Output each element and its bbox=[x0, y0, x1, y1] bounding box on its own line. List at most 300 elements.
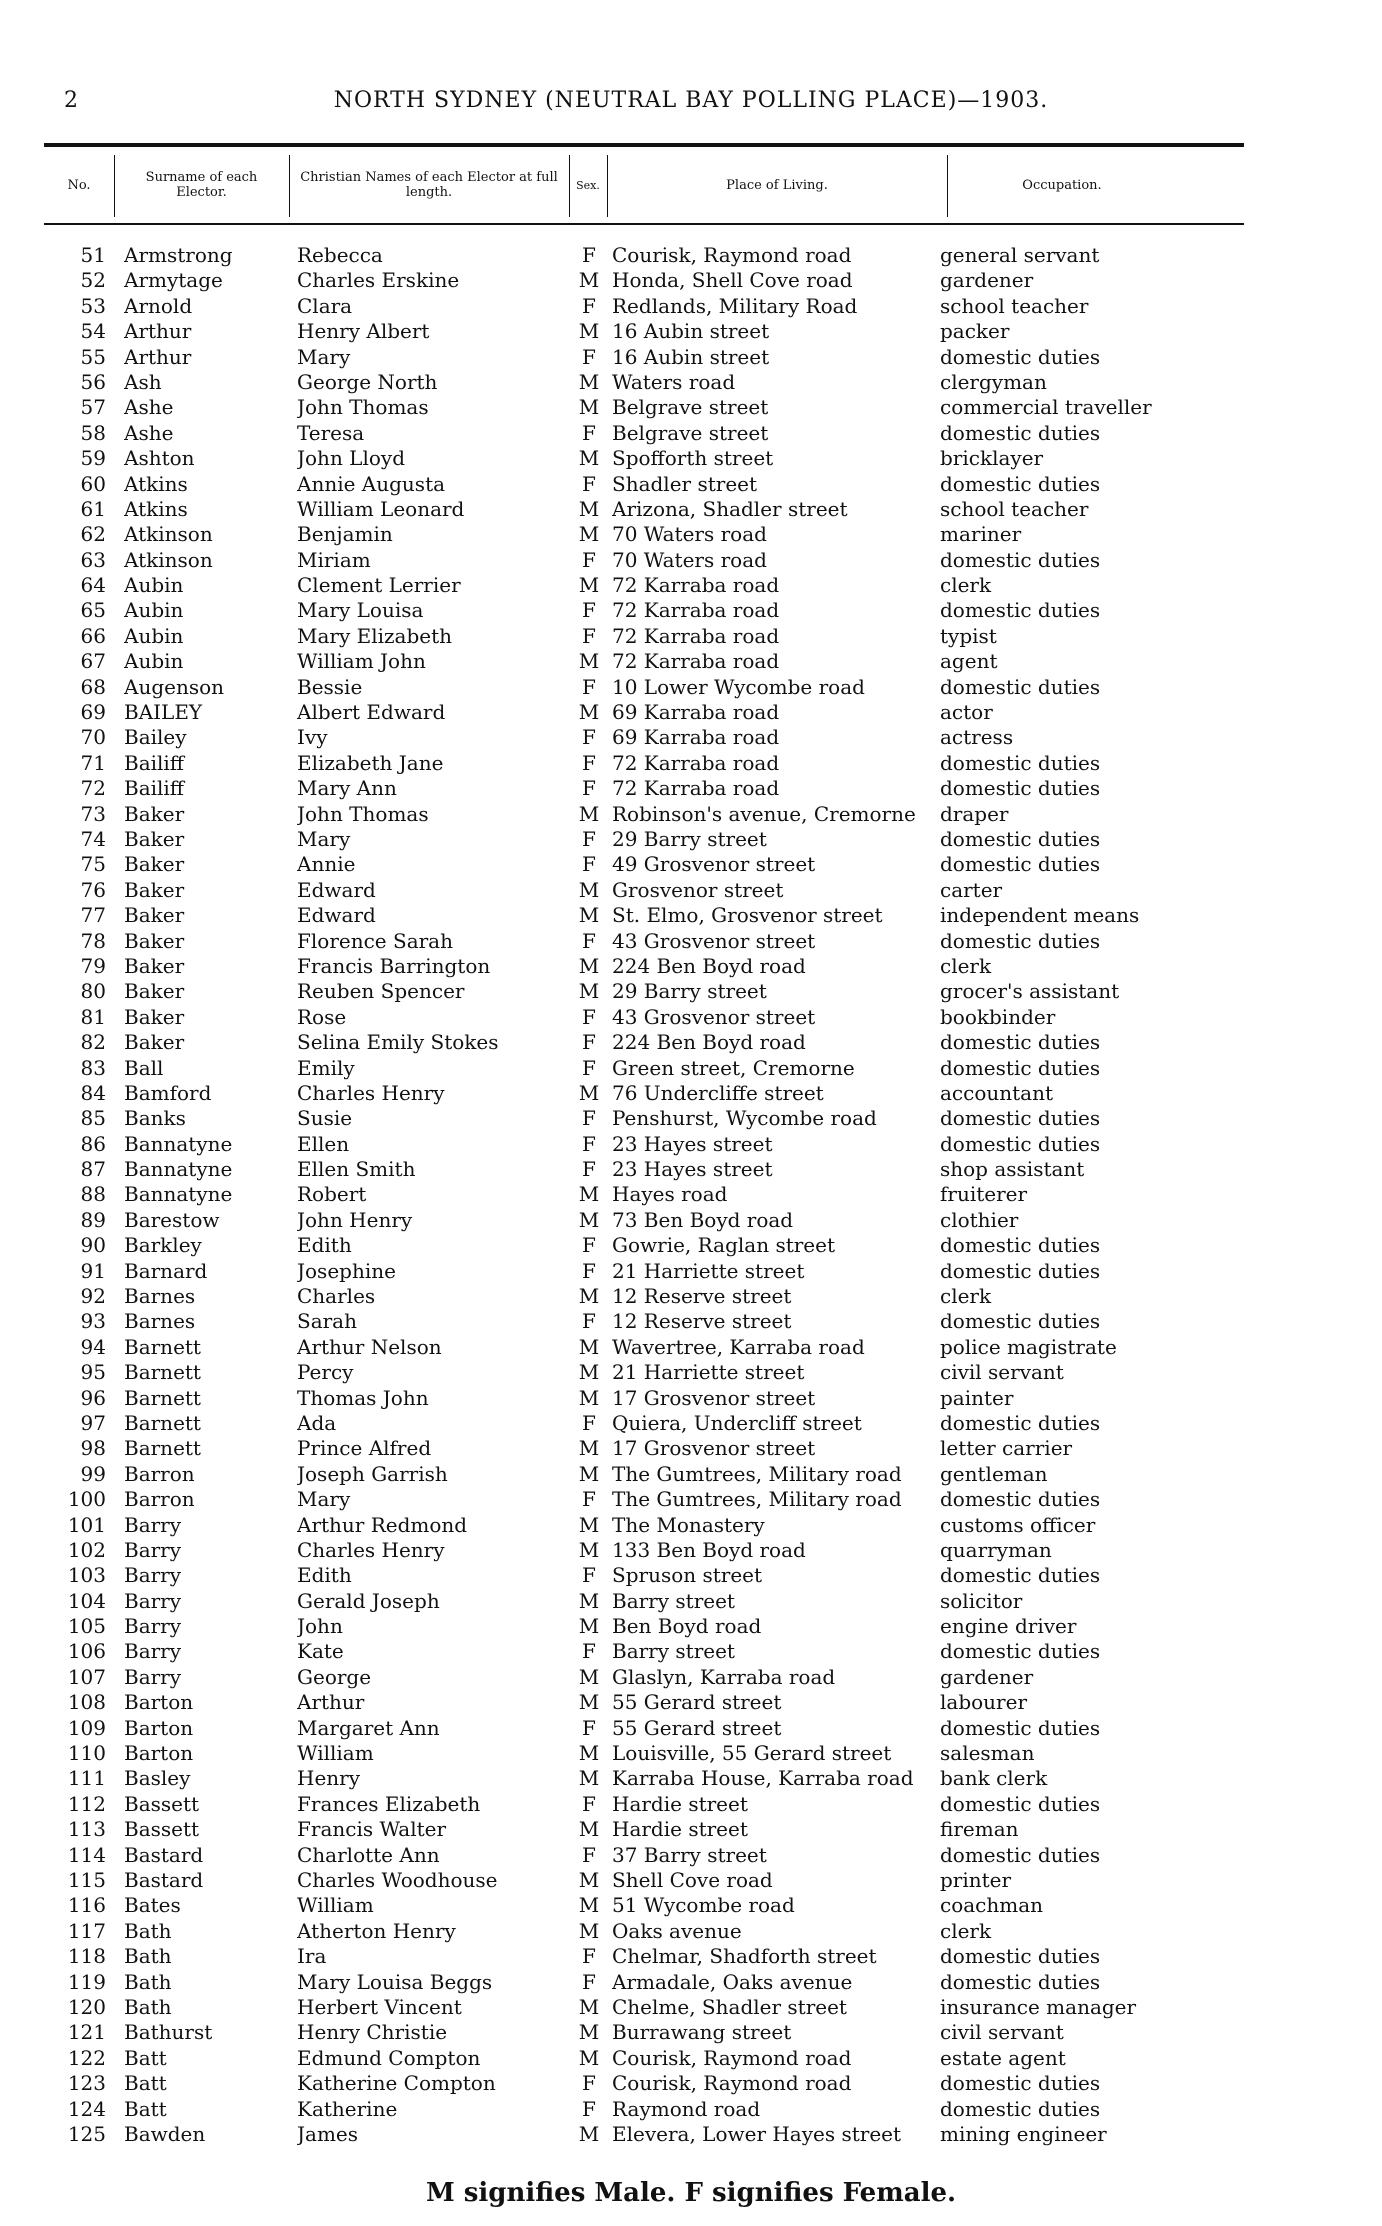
elector-sex: M bbox=[578, 1766, 600, 1791]
elector-number: 84 bbox=[80, 1080, 106, 1105]
elector-occupation: coachman bbox=[940, 1893, 1044, 1918]
elector-sex: F bbox=[582, 1791, 596, 1816]
table-row bbox=[0, 1487, 1382, 1512]
elector-place-of-living: Louisville, 55 Gerard street bbox=[612, 1741, 892, 1766]
elector-number: 96 bbox=[80, 1385, 106, 1410]
elector-place-of-living: Courisk, Raymond road bbox=[612, 243, 852, 267]
table-row bbox=[0, 472, 1382, 497]
elector-number: 92 bbox=[80, 1284, 106, 1309]
elector-place-of-living: 55 Gerard street bbox=[612, 1690, 782, 1715]
elector-occupation: domestic duties bbox=[940, 1715, 1101, 1740]
elector-place-of-living: 23 Hayes street bbox=[612, 1157, 773, 1182]
table-row bbox=[0, 979, 1382, 1004]
elector-occupation: clothier bbox=[940, 1207, 1019, 1232]
elector-surname: Augenson bbox=[124, 674, 225, 699]
elector-place-of-living: 72 Karraba road bbox=[612, 750, 780, 775]
table-row bbox=[0, 1284, 1382, 1309]
column-header-occupation: Occupation. bbox=[1022, 177, 1102, 193]
table-row bbox=[0, 1132, 1382, 1157]
elector-number: 82 bbox=[80, 1030, 106, 1055]
elector-place-of-living: 76 Undercliffe street bbox=[612, 1080, 824, 1105]
elector-surname: Atkinson bbox=[124, 547, 213, 572]
elector-number: 80 bbox=[80, 979, 106, 1004]
elector-number: 113 bbox=[67, 1817, 106, 1842]
elector-occupation: domestic duties bbox=[940, 1639, 1101, 1664]
elector-sex: F bbox=[582, 1258, 596, 1283]
table-row bbox=[0, 1259, 1382, 1284]
table-row bbox=[0, 1411, 1382, 1436]
elector-surname: Ashton bbox=[124, 446, 195, 471]
elector-number: 85 bbox=[80, 1106, 106, 1131]
elector-sex: F bbox=[582, 1715, 596, 1740]
elector-christian-names: Katherine Compton bbox=[297, 2071, 496, 2096]
table-row bbox=[0, 446, 1382, 471]
elector-occupation: domestic duties bbox=[940, 1563, 1101, 1588]
column-header-place: Place of Living. bbox=[726, 177, 828, 193]
elector-christian-names: Annie bbox=[297, 852, 356, 877]
elector-number: 93 bbox=[80, 1309, 106, 1334]
elector-surname: Barton bbox=[124, 1715, 194, 1740]
elector-surname: Bassett bbox=[124, 1791, 200, 1816]
elector-place-of-living: Courisk, Raymond road bbox=[612, 2071, 852, 2096]
elector-christian-names: Charles Erskine bbox=[297, 268, 460, 293]
elector-christian-names: Mary Elizabeth bbox=[297, 623, 453, 648]
elector-sex: F bbox=[582, 344, 596, 369]
elector-number: 68 bbox=[80, 674, 106, 699]
elector-christian-names: Frances Elizabeth bbox=[297, 1791, 481, 1816]
elector-number: 106 bbox=[67, 1639, 106, 1664]
table-row bbox=[0, 1893, 1382, 1918]
elector-surname: Barnett bbox=[124, 1436, 201, 1461]
elector-number: 63 bbox=[80, 547, 106, 572]
table-row bbox=[0, 1944, 1382, 1969]
elector-place-of-living: Oaks avenue bbox=[612, 1918, 742, 1943]
elector-sex: F bbox=[582, 2096, 596, 2121]
elector-occupation: domestic duties bbox=[940, 1791, 1101, 1816]
elector-christian-names: John Henry bbox=[297, 1207, 413, 1232]
elector-occupation: domestic duties bbox=[940, 852, 1101, 877]
elector-christian-names: James bbox=[297, 2121, 359, 2146]
elector-number: 107 bbox=[67, 1664, 106, 1689]
elector-occupation: grocer's assistant bbox=[940, 979, 1120, 1004]
elector-place-of-living: 51 Wycombe road bbox=[612, 1893, 795, 1918]
elector-sex: M bbox=[578, 1741, 600, 1766]
table-row bbox=[0, 2122, 1382, 2147]
elector-surname: Bath bbox=[124, 1994, 172, 2019]
elector-place-of-living: 29 Barry street bbox=[612, 826, 767, 851]
table-row bbox=[0, 929, 1382, 954]
elector-surname: Bastard bbox=[124, 1868, 204, 1892]
elector-occupation: domestic duties bbox=[940, 928, 1101, 953]
table-row bbox=[0, 268, 1382, 293]
elector-surname: Banks bbox=[124, 1106, 186, 1131]
elector-surname: Bailiff bbox=[124, 776, 185, 801]
elector-number: 89 bbox=[80, 1207, 106, 1232]
elector-place-of-living: 49 Grosvenor street bbox=[612, 852, 816, 877]
elector-occupation: gentleman bbox=[940, 1461, 1048, 1486]
elector-christian-names: Robert bbox=[297, 1182, 367, 1207]
elector-surname: Barnett bbox=[124, 1334, 201, 1359]
elector-christian-names: Mary Ann bbox=[297, 776, 397, 801]
elector-number: 91 bbox=[80, 1258, 106, 1283]
elector-christian-names: Ada bbox=[297, 1410, 337, 1435]
elector-number: 73 bbox=[80, 801, 106, 826]
elector-sex: F bbox=[582, 1004, 596, 1029]
elector-sex: M bbox=[578, 1284, 600, 1309]
elector-occupation: bank clerk bbox=[940, 1766, 1048, 1791]
elector-number: 121 bbox=[67, 2020, 106, 2045]
elector-number: 103 bbox=[67, 1563, 106, 1588]
elector-christian-names: Clement Lerrier bbox=[297, 573, 461, 598]
elector-number: 110 bbox=[67, 1741, 106, 1766]
table-row bbox=[0, 675, 1382, 700]
elector-occupation: school teacher bbox=[940, 496, 1089, 521]
elector-number: 78 bbox=[80, 928, 106, 953]
elector-surname: Baker bbox=[124, 953, 185, 978]
elector-christian-names: Ira bbox=[297, 1944, 327, 1969]
elector-place-of-living: 55 Gerard street bbox=[612, 1715, 782, 1740]
elector-place-of-living: Chelmar, Shadforth street bbox=[612, 1944, 877, 1969]
elector-occupation: clerk bbox=[940, 1284, 992, 1309]
elector-surname: Atkins bbox=[124, 471, 188, 496]
elector-occupation: domestic duties bbox=[940, 1969, 1101, 1994]
elector-sex: F bbox=[582, 1131, 596, 1156]
elector-place-of-living: Ben Boyd road bbox=[612, 1614, 762, 1639]
elector-place-of-living: Elevera, Lower Hayes street bbox=[612, 2121, 902, 2146]
elector-place-of-living: 37 Barry street bbox=[612, 1842, 767, 1867]
elector-sex: F bbox=[582, 750, 596, 775]
elector-place-of-living: Belgrave street bbox=[612, 420, 769, 445]
table-row bbox=[0, 2020, 1382, 2045]
elector-occupation: domestic duties bbox=[940, 1258, 1101, 1283]
elector-sex: M bbox=[578, 573, 600, 598]
elector-place-of-living: Hardie street bbox=[612, 1791, 748, 1816]
elector-occupation: insurance manager bbox=[940, 1994, 1137, 2019]
elector-occupation: bookbinder bbox=[940, 1004, 1056, 1029]
elector-sex: M bbox=[578, 2020, 600, 2045]
elector-sex: M bbox=[578, 801, 600, 826]
elector-sex: F bbox=[582, 725, 596, 750]
elector-occupation: draper bbox=[940, 801, 1009, 826]
elector-surname: Barry bbox=[124, 1537, 182, 1562]
table-row bbox=[0, 1513, 1382, 1538]
elector-number: 58 bbox=[80, 420, 106, 445]
elector-occupation: labourer bbox=[940, 1690, 1028, 1715]
elector-sex: M bbox=[578, 1182, 600, 1207]
elector-occupation: domestic duties bbox=[940, 2071, 1101, 2096]
elector-sex: F bbox=[582, 1233, 596, 1258]
table-row bbox=[0, 878, 1382, 903]
elector-occupation: civil servant bbox=[940, 1360, 1064, 1385]
elector-christian-names: Rose bbox=[297, 1004, 347, 1029]
elector-sex: M bbox=[578, 2045, 600, 2070]
elector-place-of-living: Courisk, Raymond road bbox=[612, 2045, 852, 2070]
table-row bbox=[0, 1081, 1382, 1106]
table-row bbox=[0, 1868, 1382, 1893]
elector-occupation: clerk bbox=[940, 953, 992, 978]
elector-christian-names: Albert Edward bbox=[297, 700, 446, 725]
elector-place-of-living: Chelme, Shadler street bbox=[612, 1994, 847, 2019]
elector-place-of-living: Shell Cove road bbox=[612, 1868, 773, 1892]
elector-occupation: domestic duties bbox=[940, 826, 1101, 851]
elector-place-of-living: Waters road bbox=[612, 369, 736, 394]
elector-christian-names: Elizabeth Jane bbox=[297, 750, 444, 775]
elector-sex: F bbox=[582, 1309, 596, 1334]
elector-christian-names: Henry Christie bbox=[297, 2020, 448, 2045]
table-row bbox=[0, 370, 1382, 395]
elector-occupation: domestic duties bbox=[940, 344, 1101, 369]
elector-number: 65 bbox=[80, 598, 106, 623]
table-row bbox=[0, 2097, 1382, 2122]
elector-christian-names: Rebecca bbox=[297, 243, 383, 267]
elector-christian-names: Florence Sarah bbox=[297, 928, 453, 953]
elector-sex: M bbox=[578, 1817, 600, 1842]
elector-number: 98 bbox=[80, 1436, 106, 1461]
elector-surname: Barnett bbox=[124, 1385, 201, 1410]
elector-occupation: domestic duties bbox=[940, 1309, 1101, 1334]
elector-occupation: packer bbox=[940, 319, 1010, 344]
elector-sex: M bbox=[578, 2121, 600, 2146]
elector-number: 99 bbox=[80, 1461, 106, 1486]
elector-christian-names: Reuben Spencer bbox=[297, 979, 465, 1004]
table-row bbox=[0, 395, 1382, 420]
elector-number: 62 bbox=[80, 522, 106, 547]
elector-place-of-living: Quiera, Undercliff street bbox=[612, 1410, 862, 1435]
elector-christian-names: John Lloyd bbox=[297, 446, 405, 471]
elector-sex: F bbox=[582, 1639, 596, 1664]
elector-number: 86 bbox=[80, 1131, 106, 1156]
elector-number: 109 bbox=[67, 1715, 106, 1740]
elector-surname: Barnett bbox=[124, 1360, 201, 1385]
table-row bbox=[0, 1817, 1382, 1842]
elector-occupation: civil servant bbox=[940, 2020, 1064, 2045]
elector-place-of-living: 21 Harriette street bbox=[612, 1258, 805, 1283]
elector-sex: M bbox=[578, 700, 600, 725]
elector-number: 79 bbox=[80, 953, 106, 978]
elector-occupation: domestic duties bbox=[940, 1944, 1101, 1969]
table-row bbox=[0, 1208, 1382, 1233]
elector-place-of-living: 224 Ben Boyd road bbox=[612, 1030, 806, 1055]
elector-number: 125 bbox=[67, 2121, 106, 2146]
elector-occupation: solicitor bbox=[940, 1588, 1023, 1613]
elector-surname: Armytage bbox=[124, 268, 223, 293]
elector-number: 74 bbox=[80, 826, 106, 851]
elector-occupation: domestic duties bbox=[940, 750, 1101, 775]
elector-place-of-living: 23 Hayes street bbox=[612, 1131, 773, 1156]
elector-place-of-living: Barry street bbox=[612, 1639, 735, 1664]
elector-sex: F bbox=[582, 243, 596, 267]
elector-occupation: actor bbox=[940, 700, 993, 725]
table-row bbox=[0, 827, 1382, 852]
elector-place-of-living: Burrawang street bbox=[612, 2020, 792, 2045]
elector-christian-names: Susie bbox=[297, 1106, 353, 1131]
elector-sex: M bbox=[578, 903, 600, 928]
elector-christian-names: Arthur bbox=[297, 1690, 365, 1715]
elector-number: 105 bbox=[67, 1614, 106, 1639]
elector-sex: M bbox=[578, 1385, 600, 1410]
elector-place-of-living: 43 Grosvenor street bbox=[612, 1004, 816, 1029]
elector-christian-names: William bbox=[297, 1741, 374, 1766]
elector-christian-names: Edward bbox=[297, 877, 376, 902]
table-row bbox=[0, 598, 1382, 623]
elector-christian-names: Arthur Redmond bbox=[297, 1512, 468, 1537]
elector-occupation: domestic duties bbox=[940, 1233, 1101, 1258]
table-row bbox=[0, 1056, 1382, 1081]
elector-sex: M bbox=[578, 1207, 600, 1232]
elector-place-of-living: 17 Grosvenor street bbox=[612, 1385, 816, 1410]
elector-occupation: domestic duties bbox=[940, 776, 1101, 801]
elector-sex: M bbox=[578, 446, 600, 471]
elector-occupation: shop assistant bbox=[940, 1157, 1085, 1182]
elector-christian-names: Mary Louisa Beggs bbox=[297, 1969, 493, 1994]
table-row bbox=[0, 1970, 1382, 1995]
elector-surname: Bawden bbox=[124, 2121, 206, 2146]
elector-sex: M bbox=[578, 522, 600, 547]
elector-christian-names: Katherine bbox=[297, 2096, 398, 2121]
elector-christian-names: William Leonard bbox=[297, 496, 465, 521]
elector-sex: F bbox=[582, 623, 596, 648]
elector-surname: Bath bbox=[124, 1918, 172, 1943]
elector-number: 77 bbox=[80, 903, 106, 928]
elector-christian-names: Herbert Vincent bbox=[297, 1994, 462, 2019]
elector-occupation: commercial traveller bbox=[940, 395, 1152, 420]
elector-surname: Bathurst bbox=[124, 2020, 213, 2045]
elector-christian-names: Emily bbox=[297, 1055, 355, 1080]
elector-surname: Ashe bbox=[124, 395, 174, 420]
elector-surname: Bannatyne bbox=[124, 1131, 233, 1156]
elector-sex: F bbox=[582, 1055, 596, 1080]
table-row bbox=[0, 700, 1382, 725]
elector-place-of-living: 69 Karraba road bbox=[612, 725, 780, 750]
elector-surname: Bailey bbox=[124, 725, 187, 750]
elector-occupation: general servant bbox=[940, 243, 1100, 267]
elector-number: 95 bbox=[80, 1360, 106, 1385]
table-row bbox=[0, 1360, 1382, 1385]
table-row bbox=[0, 345, 1382, 370]
elector-place-of-living: The Monastery bbox=[612, 1512, 765, 1537]
table-row bbox=[0, 1766, 1382, 1791]
elector-surname: Arthur bbox=[124, 344, 192, 369]
elector-number: 55 bbox=[80, 344, 106, 369]
elector-place-of-living: 21 Harriette street bbox=[612, 1360, 805, 1385]
elector-number: 81 bbox=[80, 1004, 106, 1029]
sex-legend: M signifies Male. F signifies Female. bbox=[425, 2178, 957, 2208]
elector-sex: F bbox=[582, 1106, 596, 1131]
elector-occupation: clerk bbox=[940, 1918, 992, 1943]
table-row bbox=[0, 1716, 1382, 1741]
elector-surname: Ball bbox=[124, 1055, 164, 1080]
table-row bbox=[0, 243, 1382, 268]
table-row bbox=[0, 1335, 1382, 1360]
elector-christian-names: John Thomas bbox=[297, 395, 429, 420]
elector-number: 59 bbox=[80, 446, 106, 471]
table-row bbox=[0, 1309, 1382, 1334]
elector-place-of-living: Belgrave street bbox=[612, 395, 769, 420]
elector-christian-names: Mary bbox=[297, 344, 351, 369]
elector-number: 64 bbox=[80, 573, 106, 598]
table-row bbox=[0, 1792, 1382, 1817]
elector-place-of-living: 72 Karraba road bbox=[612, 573, 780, 598]
elector-sex: F bbox=[582, 2071, 596, 2096]
elector-sex: F bbox=[582, 776, 596, 801]
elector-occupation: accountant bbox=[940, 1080, 1054, 1105]
elector-occupation: carter bbox=[940, 877, 1003, 902]
table-row bbox=[0, 1690, 1382, 1715]
table-row bbox=[0, 1106, 1382, 1131]
elector-place-of-living: Armadale, Oaks avenue bbox=[612, 1969, 853, 1994]
elector-christian-names: Thomas John bbox=[297, 1385, 429, 1410]
elector-list bbox=[0, 243, 1382, 2147]
elector-place-of-living: Arizona, Shadler street bbox=[612, 496, 848, 521]
elector-sex: F bbox=[582, 1487, 596, 1512]
elector-surname: Barnett bbox=[124, 1410, 201, 1435]
elector-christian-names: Charles Woodhouse bbox=[297, 1868, 498, 1892]
elector-occupation: bricklayer bbox=[940, 446, 1044, 471]
elector-place-of-living: Honda, Shell Cove road bbox=[612, 268, 853, 293]
elector-christian-names: Annie Augusta bbox=[297, 471, 446, 496]
table-row bbox=[0, 1563, 1382, 1588]
elector-number: 87 bbox=[80, 1157, 106, 1182]
elector-christian-names: Ellen bbox=[297, 1131, 350, 1156]
elector-christian-names: Miriam bbox=[297, 547, 371, 572]
elector-number: 76 bbox=[80, 877, 106, 902]
elector-surname: Bamford bbox=[124, 1080, 212, 1105]
elector-occupation: letter carrier bbox=[940, 1436, 1073, 1461]
page-number: 2 bbox=[64, 88, 78, 113]
table-row bbox=[0, 954, 1382, 979]
elector-surname: Atkins bbox=[124, 496, 188, 521]
table-row bbox=[0, 649, 1382, 674]
elector-occupation: police magistrate bbox=[940, 1334, 1117, 1359]
elector-christian-names: Sarah bbox=[297, 1309, 357, 1334]
elector-sex: M bbox=[578, 1461, 600, 1486]
elector-occupation: quarryman bbox=[940, 1537, 1052, 1562]
elector-surname: Barry bbox=[124, 1614, 182, 1639]
elector-christian-names: Francis Barrington bbox=[297, 953, 491, 978]
column-header-surname: Surname of each Elector. bbox=[145, 170, 258, 200]
elector-christian-names: Edith bbox=[297, 1563, 352, 1588]
elector-surname: Barry bbox=[124, 1588, 182, 1613]
elector-occupation: gardener bbox=[940, 268, 1034, 293]
elector-sex: F bbox=[582, 547, 596, 572]
table-row bbox=[0, 802, 1382, 827]
elector-christian-names: Benjamin bbox=[297, 522, 393, 547]
elector-surname: Barry bbox=[124, 1512, 182, 1537]
elector-number: 119 bbox=[67, 1969, 106, 1994]
elector-number: 66 bbox=[80, 623, 106, 648]
elector-occupation: clerk bbox=[940, 573, 992, 598]
elector-surname: Baker bbox=[124, 852, 185, 877]
elector-number: 122 bbox=[67, 2045, 106, 2070]
elector-surname: Baker bbox=[124, 801, 185, 826]
elector-place-of-living: 70 Waters road bbox=[612, 547, 767, 572]
elector-number: 71 bbox=[80, 750, 106, 775]
elector-surname: Aubin bbox=[124, 598, 184, 623]
elector-surname: Arnold bbox=[124, 293, 193, 318]
elector-occupation: mining engineer bbox=[940, 2121, 1107, 2146]
elector-sex: M bbox=[578, 1690, 600, 1715]
elector-christian-names: John bbox=[297, 1614, 343, 1639]
elector-christian-names: Edmund Compton bbox=[297, 2045, 481, 2070]
table-row bbox=[0, 1005, 1382, 1030]
elector-place-of-living: Penshurst, Wycombe road bbox=[612, 1106, 877, 1131]
elector-number: 124 bbox=[67, 2096, 106, 2121]
elector-occupation: clergyman bbox=[940, 369, 1047, 394]
elector-surname: Barnes bbox=[124, 1309, 196, 1334]
elector-surname: Aubin bbox=[124, 649, 184, 674]
elector-occupation: gardener bbox=[940, 1664, 1034, 1689]
elector-christian-names: George North bbox=[297, 369, 438, 394]
